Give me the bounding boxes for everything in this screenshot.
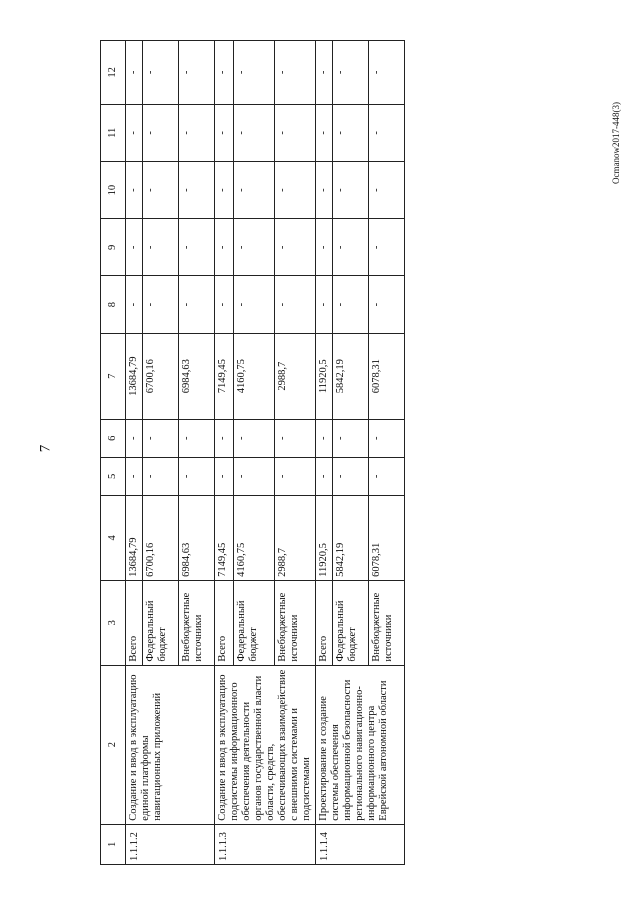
funding-source: Внебюджетные источники [179, 580, 215, 665]
funding-value: - [234, 419, 275, 457]
funding-value: - [234, 104, 275, 161]
column-header: 4 [101, 495, 126, 580]
funding-value: - [316, 419, 333, 457]
funding-value: - [275, 41, 316, 105]
funding-value: - [234, 219, 275, 276]
funding-value: - [234, 276, 275, 333]
funding-table [100, 40, 405, 865]
funding-value: - [126, 219, 143, 276]
table-row [126, 41, 143, 865]
funding-value: - [275, 457, 316, 495]
funding-source: Федеральный бюджет [143, 580, 179, 665]
column-header: 2 [101, 665, 126, 824]
funding-value: - [215, 276, 234, 333]
funding-value: - [316, 161, 333, 218]
funding-table-container [100, 40, 580, 865]
funding-source: Внебюджетные источники [275, 580, 316, 665]
funding-value: 7149,45 [215, 333, 234, 419]
funding-value: - [316, 457, 333, 495]
funding-value: - [215, 419, 234, 457]
funding-value: 6078,31 [369, 495, 405, 580]
funding-value: - [316, 219, 333, 276]
funding-value: - [333, 276, 369, 333]
column-header: 8 [101, 276, 126, 333]
page-number: 7 [37, 444, 54, 453]
funding-value: - [275, 219, 316, 276]
funding-value: 4160,75 [234, 333, 275, 419]
funding-value: - [234, 161, 275, 218]
item-name: Создание и ввод в эксплуатацию единой платформы навигационных приложений [126, 665, 215, 824]
funding-value: - [369, 41, 405, 105]
funding-value: - [215, 41, 234, 105]
funding-value: - [126, 457, 143, 495]
footer-code: Ocmanow2017-448(3) [611, 102, 621, 184]
funding-value: - [179, 41, 215, 105]
funding-source: Внебюджетные источники [369, 580, 405, 665]
funding-value: - [143, 457, 179, 495]
funding-value: - [126, 161, 143, 218]
funding-value: - [333, 419, 369, 457]
funding-value: - [143, 276, 179, 333]
funding-value: - [369, 161, 405, 218]
column-header: 11 [101, 104, 126, 161]
funding-value: 5842,19 [333, 333, 369, 419]
funding-value: 6078,31 [369, 333, 405, 419]
funding-value: 7149,45 [215, 495, 234, 580]
funding-value: - [143, 161, 179, 218]
funding-value: - [179, 161, 215, 218]
item-code: 1.1.1.2 [126, 824, 215, 864]
item-code: 1.1.1.3 [215, 824, 316, 864]
funding-value: - [333, 104, 369, 161]
funding-value: - [369, 219, 405, 276]
funding-value: - [316, 41, 333, 105]
funding-value: - [179, 104, 215, 161]
funding-value: - [275, 104, 316, 161]
column-header: 10 [101, 161, 126, 218]
funding-value: 2988,7 [275, 495, 316, 580]
funding-source: Федеральный бюджет [234, 580, 275, 665]
column-header: 9 [101, 219, 126, 276]
header-row [101, 41, 126, 865]
funding-value: 13684,79 [126, 333, 143, 419]
funding-value: - [234, 41, 275, 105]
item-code: 1.1.1.4 [316, 824, 405, 864]
table-body [126, 41, 405, 865]
funding-source: Всего [215, 580, 234, 665]
funding-value: 6700,16 [143, 495, 179, 580]
column-header: 7 [101, 333, 126, 419]
funding-value: - [369, 457, 405, 495]
funding-source: Всего [126, 580, 143, 665]
funding-source: Федеральный бюджет [333, 580, 369, 665]
column-header: 3 [101, 580, 126, 665]
table-row [215, 41, 234, 865]
funding-value: - [215, 457, 234, 495]
funding-value: 6700,16 [143, 333, 179, 419]
funding-value: - [333, 457, 369, 495]
funding-value: 6984,63 [179, 333, 215, 419]
funding-value: 13684,79 [126, 495, 143, 580]
funding-value: - [143, 219, 179, 276]
funding-value: - [333, 161, 369, 218]
item-name: Проектирование и создание системы обеспечения информационной безопасности регионального навигационно-информационного центра Еврейской автономной области [316, 665, 405, 824]
column-header: 6 [101, 419, 126, 457]
rotated-table-frame [100, 40, 580, 865]
funding-value: - [143, 419, 179, 457]
funding-value: - [126, 41, 143, 105]
funding-value: 5842,19 [333, 495, 369, 580]
column-header: 12 [101, 41, 126, 105]
funding-value: - [215, 219, 234, 276]
column-header: 5 [101, 457, 126, 495]
funding-value: - [234, 457, 275, 495]
funding-value: - [179, 457, 215, 495]
funding-value: 2988,7 [275, 333, 316, 419]
funding-value: 11920,5 [316, 333, 333, 419]
funding-value: 11920,5 [316, 495, 333, 580]
funding-value: - [333, 219, 369, 276]
funding-value: - [143, 104, 179, 161]
funding-value: - [179, 219, 215, 276]
funding-source: Всего [316, 580, 333, 665]
funding-value: - [369, 104, 405, 161]
table-row [316, 41, 333, 865]
funding-value: - [215, 104, 234, 161]
funding-value: - [143, 41, 179, 105]
funding-value: - [316, 276, 333, 333]
funding-value: - [369, 276, 405, 333]
funding-value: - [275, 276, 316, 333]
funding-value: - [126, 104, 143, 161]
funding-value: - [275, 161, 316, 218]
funding-value: - [126, 419, 143, 457]
funding-value: 6984,63 [179, 495, 215, 580]
funding-value: - [179, 276, 215, 333]
funding-value: - [369, 419, 405, 457]
funding-value: - [179, 419, 215, 457]
item-name: Создание и ввод в эксплуатацию подсистемы информационного обеспечения деятельности органов государственной власти области, средств, обеспечивающих взаимодействие с внешними системами и подсистемами [215, 665, 316, 824]
funding-value: 4160,75 [234, 495, 275, 580]
funding-value: - [333, 41, 369, 105]
funding-value: - [275, 419, 316, 457]
funding-value: - [126, 276, 143, 333]
funding-value: - [215, 161, 234, 218]
column-header: 1 [101, 824, 126, 864]
funding-value: - [316, 104, 333, 161]
